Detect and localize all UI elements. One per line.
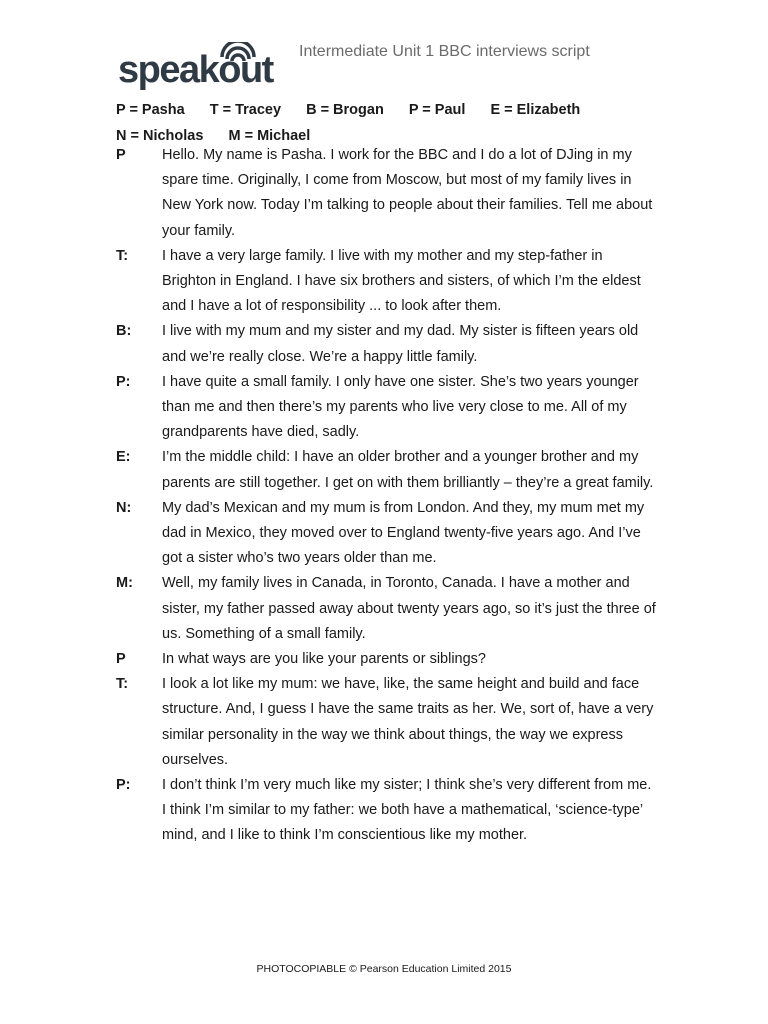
legend-item: M = Michael (228, 128, 311, 144)
transcript-entry (116, 445, 656, 495)
speaker-label: T: (116, 247, 129, 264)
legend-row (116, 97, 601, 123)
speech-text: I have a very large family. I live with my mother and my step-father in Brighton in England. I have six brothers and sisters, of which I’m the eldest and I have a lot of responsibility ... to look after them. (162, 247, 641, 315)
speech-text: I live with my mum and my sister and my dad. My sister is fifteen years old and we’re really close. We’re a happy little family. (162, 323, 639, 365)
speaker-label: N: (116, 499, 132, 516)
speech-text: I look a lot like my mum: we have, like, the same height and build and face structure. And, I guess I have the same traits as her. We, sort of, have a very similar personality in the way we think about things, the way we express ourselves. (162, 676, 654, 768)
transcript-entry (116, 773, 656, 849)
speaker-label: P (116, 147, 126, 163)
speaker-label: T: (116, 676, 129, 693)
transcript-entry (116, 370, 656, 446)
speech-text: I have quite a small family. I only have one sister. She’s two years younger than me and then there’s my parents who live very close to me. All of my grandparents have died, sadly. (162, 373, 639, 441)
logo-wordmark: speakout (118, 49, 273, 91)
speaker-label: P: (116, 777, 131, 794)
speaker-label: P (116, 651, 126, 668)
copyright-footer: PHOTOCOPIABLE © Pearson Education Limited 2015 (256, 963, 512, 975)
speech-text: In what ways are you like your parents or siblings? (162, 651, 486, 668)
speaker-label: E: (116, 449, 131, 466)
legend-item: P = Paul (408, 102, 466, 118)
transcript-entry (116, 319, 656, 369)
interview-transcript (116, 143, 656, 849)
speaker-label: B: (116, 323, 132, 340)
speech-text: I’m the middle child: I have an older brother and a younger brother and my parents are still together. I get on with them brilliantly – they’re a great family. (162, 449, 654, 491)
speakout-logo (118, 42, 290, 94)
transcript-entry (116, 647, 656, 672)
speech-text: I don’t think I’m very much like my sister; I think she’s very different from me. I think I’m similar to my father: we both have a mathematical, ‘science-type’ mind, and I like to think I’m conscientious like my mother. (162, 777, 652, 844)
transcript-entry (116, 672, 656, 773)
speech-text: Well, my family lives in Canada, in Toronto, Canada. I have a mother and sister, my father passed away about twenty years ago, so it’s just the three of us. Something of a small family. (162, 575, 656, 642)
speaker-label: M: (116, 575, 133, 592)
transcript-entry (116, 571, 656, 647)
legend-item: E = Elizabeth (490, 102, 581, 118)
speech-text: Hello. My name is Pasha. I work for the BBC and I do a lot of DJing in my spare time. Originally, I come from Moscow, but most of my family lives in New York now. Today I’m talking to people about their families. Tell me about your family. (162, 147, 653, 239)
transcript-entry (116, 496, 656, 572)
legend-item: N = Nicholas (116, 128, 204, 144)
speech-text: My dad’s Mexican and my mum is from London. And they, my mum met my dad in Mexico, they moved over to England twenty-five years ago. And I’ve got a sister who’s two years older than me. (162, 499, 645, 567)
speaker-legend (116, 97, 601, 149)
legend-item: T = Tracey (209, 102, 282, 118)
legend-item: B = Brogan (306, 102, 384, 118)
document-title: Intermediate Unit 1 BBC interviews script (299, 43, 590, 60)
legend-item: P = Pasha (116, 102, 185, 118)
transcript-entry (116, 244, 656, 320)
transcript-entry (116, 143, 656, 244)
speaker-label: P: (116, 373, 131, 390)
